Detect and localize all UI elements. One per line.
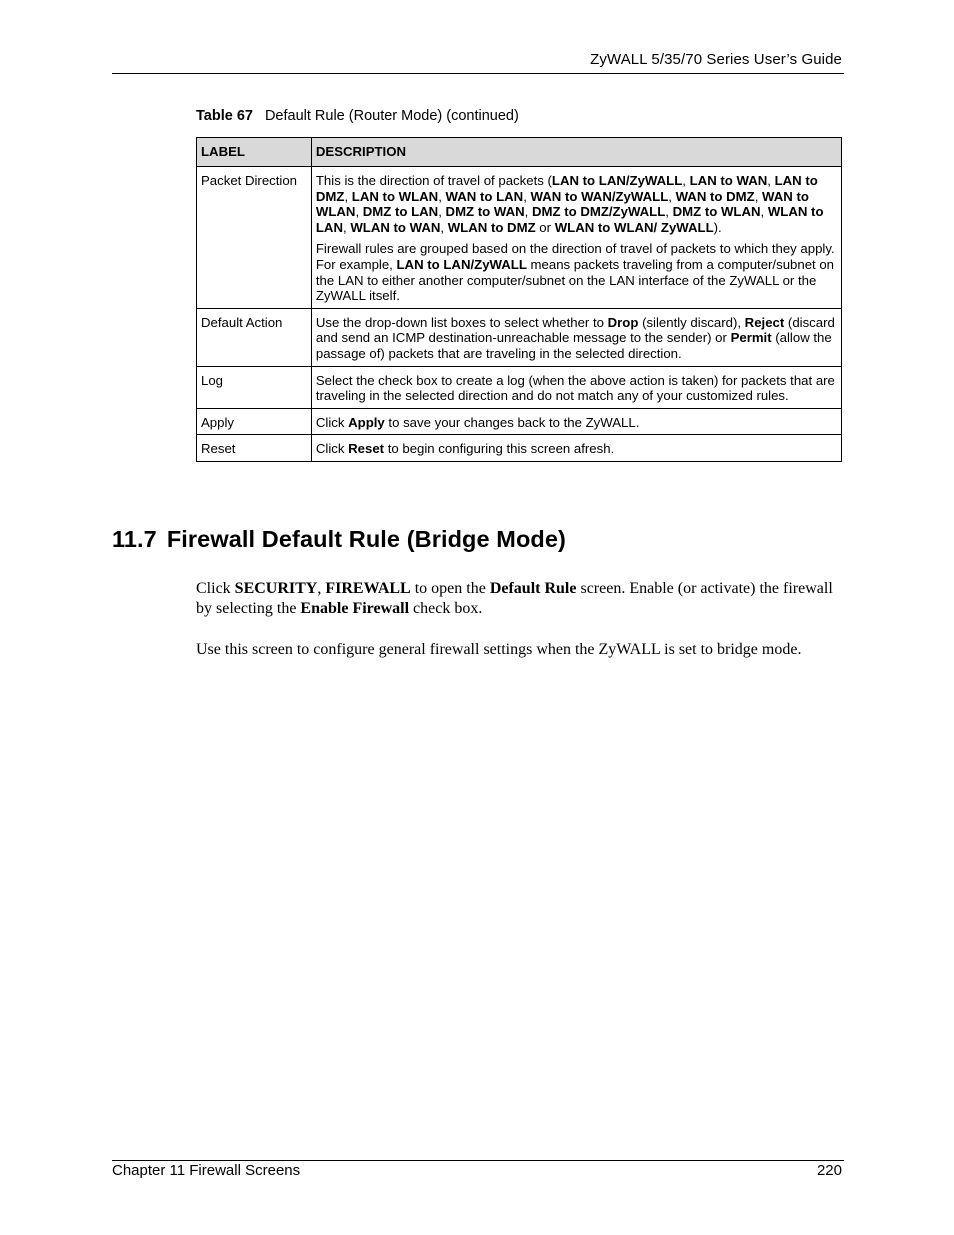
text-run: ,	[344, 188, 352, 204]
text-run: Select the check box to create a log (when the above action is taken) for packets that are traveling in the selected direction and do not match any of your customized rules.	[315, 372, 835, 404]
bold-term: LAN to LAN/ZyWALL	[551, 173, 683, 188]
text-run: ,	[682, 173, 690, 188]
text-run: Use the drop-down list boxes to select whether to	[315, 314, 608, 330]
table-row	[197, 366, 842, 408]
bold-term: Reject	[744, 314, 785, 330]
table-row	[197, 435, 842, 462]
bold-term: WAN to DMZ	[675, 188, 755, 204]
bold-term: Default Rule	[489, 580, 577, 597]
text-run: to save your changes back to the ZyWALL.	[384, 414, 640, 430]
bold-term: Reset	[348, 441, 385, 457]
text-run: ,	[523, 188, 531, 204]
text-run: Click	[315, 441, 349, 457]
text-run: ,	[440, 219, 448, 235]
text-run: Use this screen to configure general firewall settings when the ZyWALL is set to bridge mode.	[196, 641, 802, 658]
page-number: 220	[816, 1162, 842, 1179]
text-run: ,	[355, 204, 363, 220]
text-run: ,	[438, 188, 446, 204]
bold-term: WAN to WLAN	[315, 188, 809, 220]
bold-term: Enable Firewall	[300, 600, 410, 617]
bold-term: WAN to WAN/ZyWALL	[530, 188, 669, 204]
text-run: ,	[760, 204, 768, 220]
text-run: ,	[767, 173, 775, 188]
bold-term: WAN to LAN	[445, 188, 524, 204]
text-run: ,	[668, 188, 676, 204]
text-run: (silently discard),	[638, 314, 745, 330]
bold-term: LAN to WLAN	[351, 188, 439, 204]
text-run: ,	[438, 204, 446, 220]
table-caption-text: Default Rule (Router Mode) (continued)	[264, 108, 519, 124]
section-title-text: Firewall Default Rule (Bridge Mode)	[166, 526, 566, 552]
bold-term: SECURITY	[234, 580, 318, 597]
bold-term: LAN to WAN	[689, 173, 768, 188]
table-caption	[196, 108, 519, 124]
text-run: ).	[713, 219, 722, 235]
bold-term: WLAN to WAN	[350, 219, 441, 235]
table-caption-number: Table 67	[196, 108, 253, 124]
description-paragraph	[316, 373, 837, 404]
text-run: ,	[754, 188, 763, 204]
row-description	[311, 167, 841, 309]
row-label: Apply	[197, 408, 312, 435]
footer-rule	[112, 1160, 844, 1161]
column-header-description: DESCRIPTION	[311, 138, 841, 167]
row-description	[311, 435, 841, 462]
text-run: to open the	[410, 580, 490, 597]
description-paragraph	[316, 315, 837, 362]
text-run: ,	[317, 580, 326, 597]
text-run: check box.	[409, 600, 483, 617]
default-rule-table	[196, 137, 842, 462]
bold-term: WLAN to LAN	[315, 204, 824, 235]
row-label: Log	[197, 366, 312, 408]
text-run: This is the direction of travel of packets (	[315, 173, 552, 188]
text-run: ,	[665, 204, 673, 220]
body-paragraph	[196, 579, 844, 619]
bold-term: DMZ to WLAN	[672, 204, 761, 220]
row-description	[311, 408, 841, 435]
text-run: ,	[524, 204, 532, 220]
bold-term: DMZ to DMZ/ZyWALL	[531, 204, 666, 220]
section-heading	[112, 526, 566, 553]
row-label: Reset	[197, 435, 312, 462]
column-header-label: LABEL	[197, 138, 312, 167]
bold-term: FIREWALL	[325, 580, 411, 597]
description-paragraph	[316, 241, 837, 303]
row-description	[311, 366, 841, 408]
text-run: Firewall rules are grouped based on the direction of travel of packets to which they apply. For example,	[315, 241, 835, 272]
bold-term: LAN to DMZ	[315, 173, 818, 204]
text-run: Click	[196, 580, 235, 597]
bold-term: DMZ to WAN	[445, 204, 525, 220]
text-run: (discard and send an ICMP destination-unreachable message to the sender) or	[315, 314, 835, 346]
footer-chapter: Chapter 11 Firewall Screens	[112, 1162, 301, 1179]
body-paragraph	[196, 640, 844, 660]
table-row	[197, 308, 842, 366]
text-run: Click	[315, 414, 349, 430]
table-header-row	[197, 138, 842, 167]
running-header-title: ZyWALL 5/35/70 Series User’s Guide	[590, 51, 842, 68]
text-run: (allow the passage of) packets that are traveling in the selected direction.	[315, 330, 832, 361]
bold-term: WLAN to WLAN/ ZyWALL	[554, 219, 714, 235]
row-label: Default Action	[197, 308, 312, 366]
bold-term: WLAN to DMZ	[447, 219, 536, 235]
bold-term: Apply	[348, 414, 385, 430]
bold-term: DMZ to LAN	[362, 204, 439, 220]
table-row	[197, 167, 842, 309]
row-label: Packet Direction	[197, 167, 312, 309]
text-run: ,	[342, 219, 351, 235]
description-paragraph	[316, 441, 837, 457]
text-run: means packets traveling from a computer/subnet on the LAN to either another computer/subnet on the LAN interface of the ZyWALL or the ZyWALL itself.	[315, 256, 835, 304]
header-rule	[112, 73, 844, 74]
row-description	[311, 308, 841, 366]
text-run: or	[535, 219, 555, 235]
bold-term: Permit	[730, 330, 772, 346]
table-row	[197, 408, 842, 435]
section-number: 11.7	[112, 526, 157, 552]
bold-term: Drop	[607, 314, 639, 330]
description-paragraph	[316, 415, 837, 431]
text-run: to begin configuring this screen afresh.	[384, 441, 615, 457]
text-run: screen. Enable (or activate) the firewall by selecting the	[196, 580, 833, 617]
bold-term: LAN to LAN/ZyWALL	[396, 256, 527, 272]
description-paragraph	[316, 173, 837, 235]
